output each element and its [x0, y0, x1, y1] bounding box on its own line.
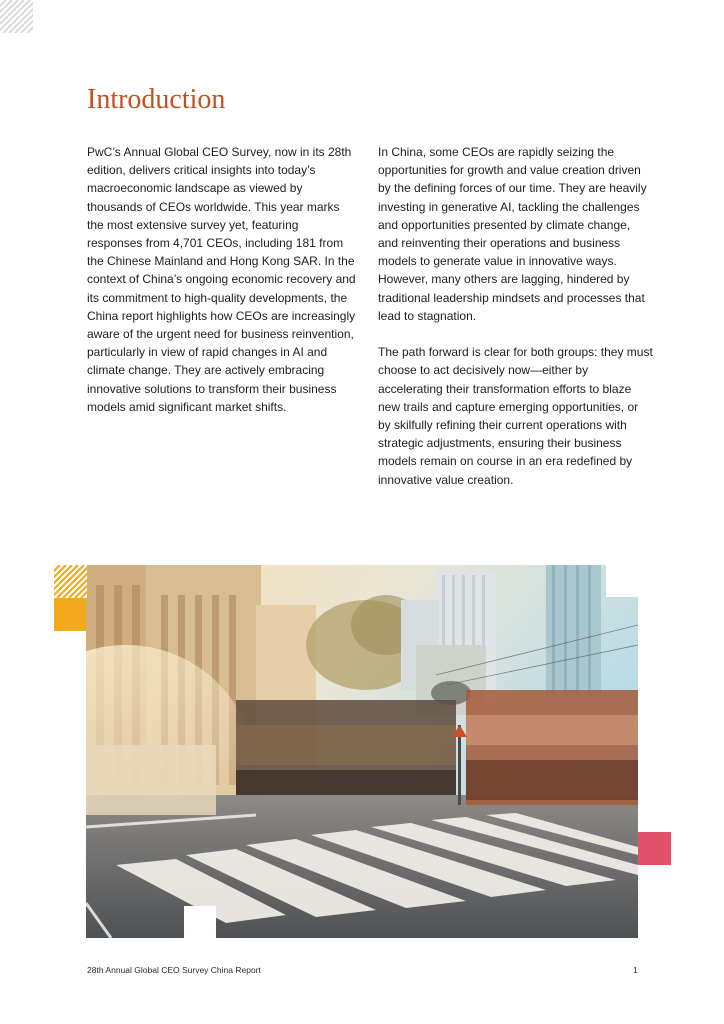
pink-accent-block	[638, 832, 671, 865]
hero-photo-section	[54, 565, 672, 940]
footer-page-number: 1	[633, 965, 638, 975]
photo-hatch-pattern	[54, 565, 87, 598]
city-street-photo	[86, 565, 638, 938]
intro-paragraph-3: The path forward is clear for both groups: they must choose to act decisively now—either by accelerating their transformation efforts to blaze new trails and capture emerging opportunities, or by skilfully refining their current operations with strategic adjustments, ensuring their business models remain on course in an era redefined by innovative value creation.	[378, 345, 653, 487]
intro-paragraph-1: PwC’s Annual Global CEO Survey, now in its 28th edition, delivers critical insights into today’s macroeconomic landscape as viewed by thousands of CEOs worldwide. This year marks the most extensive survey yet, featuring responses from 4,701 CEOs, including 181 from the Chinese Mainland and Hong Kong SAR. In the context of China’s ongoing economic recovery and its commitment to high-quality developments, the China report highlights how CEOs are increasingly aware of the urgent need for business reinvention, particularly in view of rapid changes in AI and climate change. They are actively embracing innovative solutions to transform their business models amid significant market shifts.	[87, 145, 356, 414]
orange-accent-block	[54, 598, 86, 631]
intro-right-column	[378, 143, 653, 489]
white-notch-top-right	[606, 565, 638, 597]
white-notch-bottom-left	[184, 906, 216, 940]
footer-report-name: 28th Annual Global CEO Survey China Report	[87, 965, 261, 975]
intro-paragraph-2: In China, some CEOs are rapidly seizing the opportunities for growth and value creation driven by the defining forces of our time. They are heavily investing in generative AI, tackling the challenges and opportunities presented by climate change, and reinventing their operations and business models to generate value in innovative ways. However, many others are lagging, hindered by traditional leadership mindsets and processes that lead to stagnation.	[378, 145, 647, 323]
corner-hatch-pattern	[0, 0, 33, 33]
page-title: Introduction	[87, 84, 226, 115]
intro-left-column	[87, 143, 357, 416]
